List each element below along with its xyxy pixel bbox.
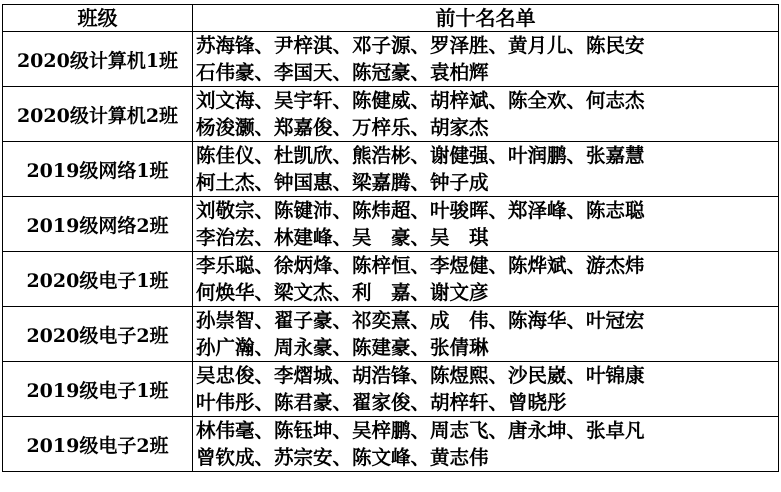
names-cell [193,197,779,252]
names-line-1: 吴忠俊、李熠城、胡浩锋、陈煜熙、沙民崴、叶锦康 [196,364,645,387]
names-cell [193,417,779,472]
table-row [3,252,779,307]
table-row [3,32,779,87]
names-line-1: 刘文海、吴宇轩、陈健威、胡梓斌、陈全欢、何志杰 [196,89,645,112]
class-column-header: 班级 [3,5,193,32]
class-name-cell: 2019级电子2班 [3,417,193,472]
class-name-cell: 2020级电子1班 [3,252,193,307]
table-row [3,307,779,362]
class-name-cell: 2019级电子1班 [3,362,193,417]
names-line-2: 何焕华、梁文杰、利 嘉、谢文彦 [196,281,489,304]
names-line-2: 李治宏、林建峰、吴 豪、吴 琪 [196,226,489,249]
names-cell [193,307,779,362]
table-row [3,142,779,197]
names-line-1: 苏海锋、尹梓淇、邓子源、罗泽胜、黄月儿、陈民安 [196,34,645,57]
names-cell [193,252,779,307]
table-row [3,362,779,417]
names-line-1: 刘敬宗、陈键沛、陈炜超、叶骏晖、郑泽峰、陈志聪 [196,199,645,222]
names-cell [193,32,779,87]
names-line-1: 陈佳仪、杜凯欣、熊浩彬、谢健强、叶润鹏、张嘉慧 [196,144,645,167]
names-line-1: 李乐聪、徐炳烽、陈梓恒、李煜健、陈烨斌、游杰炜 [196,254,645,277]
names-cell [193,362,779,417]
table-row [3,417,779,472]
names-line-2: 杨浚灏、郑嘉俊、万梓乐、胡家杰 [196,116,489,139]
names-line-2: 叶伟彤、陈君豪、翟家俊、胡梓轩、曾晓彤 [196,391,567,414]
class-name-cell: 2019级网络2班 [3,197,193,252]
names-column-header: 前十名名单 [193,5,779,32]
table-row [3,197,779,252]
header-row [3,5,779,32]
names-line-2: 柯土杰、钟国惠、梁嘉腾、钟子成 [196,171,489,194]
top-ten-table [2,4,779,472]
names-line-1: 孙崇智、翟子豪、祁奕熹、成 伟、陈海华、叶冠宏 [196,309,645,332]
names-line-2: 曾钦成、苏宗安、陈文峰、黄志伟 [196,446,489,469]
names-line-1: 林伟毫、陈钰坤、吴梓鹏、周志飞、唐永坤、张卓凡 [196,419,645,442]
table-row [3,87,779,142]
class-name-cell: 2019级网络1班 [3,142,193,197]
class-name-cell: 2020级计算机2班 [3,87,193,142]
names-line-2: 石伟豪、李国天、陈冠豪、袁柏辉 [196,61,489,84]
names-line-2: 孙广瀚、周永豪、陈建豪、张倩琳 [196,336,489,359]
names-cell [193,142,779,197]
class-name-cell: 2020级计算机1班 [3,32,193,87]
names-cell [193,87,779,142]
class-name-cell: 2020级电子2班 [3,307,193,362]
